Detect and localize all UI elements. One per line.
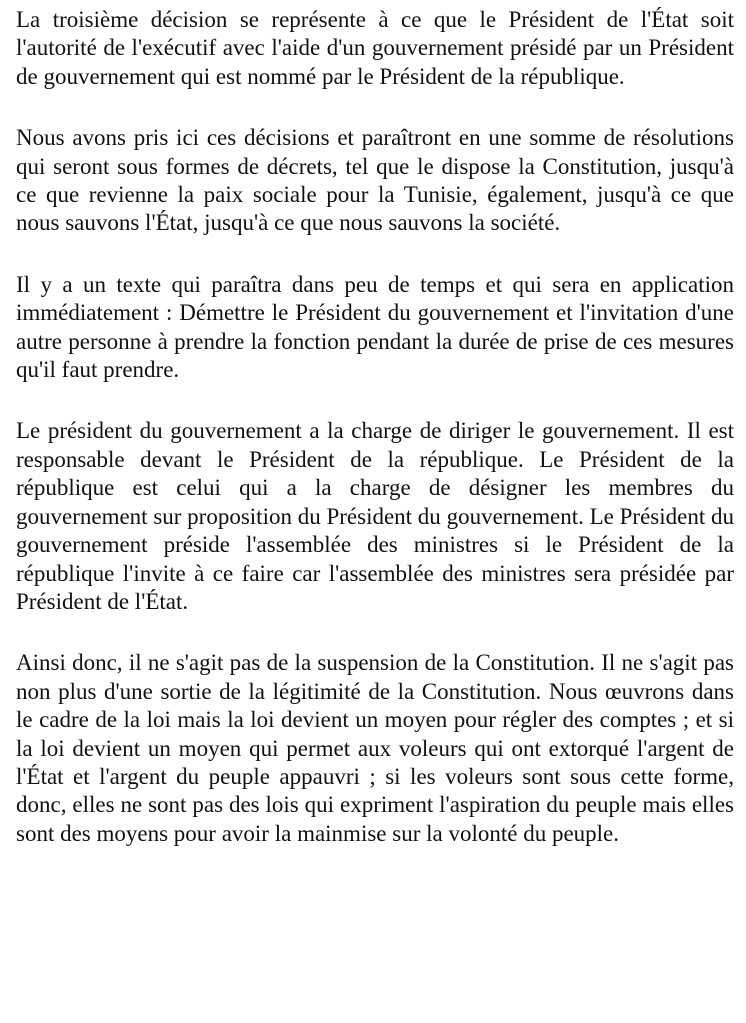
paragraph-1: La troisième décision se représente à ce que le Président de l'État soit l'autorité de l'exécutif avec l'aide d'un gouvernement présidé par un Président de gouvernement qui est nommé par le Président de la république. [16, 7, 734, 89]
paragraph-spacer [16, 91, 734, 124]
paragraph-3: Il y a un texte qui paraîtra dans peu de temps et qui sera en application immédiatement : Démettre le Président du gouvernement et l'invitation d'une autre personne à prendre la fonction pendant la durée de prise de ces mesures qu'il faut prendre. [16, 271, 734, 383]
paragraph-spacer [16, 384, 734, 417]
paragraph-spacer [16, 616, 734, 649]
paragraph-4: Le président du gouvernement a la charge de diriger le gouvernement. Il est responsable devant le Président de la république. Le Président de la république est celui qui a la charge de désigner les membres du gouvernement sur proposition du Président du gouvernement. Le Président du gouvernement préside l'assemblée des ministres si le Président de la république l'invite à ce faire car l'assemblée des ministres sera présidée par Président de l'État. [16, 418, 734, 614]
paragraph-2: Nous avons pris ici ces décisions et paraîtront en une somme de résolutions qui seront sous formes de décrets, tel que le dispose la Constitution, jusqu'à ce que revienne la paix sociale pour la Tunisie, également, jusqu'à ce que nous sauvons l'État, jusqu'à ce que nous sauvons la société. [16, 125, 734, 236]
paragraph-spacer [16, 238, 734, 271]
paragraph-5: Ainsi donc, il ne s'agit pas de la suspension de la Constitution. Il ne s'agit pas non plus d'une sortie de la légitimité de la Constitution. Nous œuvrons dans le cadre de la loi mais la loi devient un moyen pour régler des comptes ; et si la loi devient un moyen qui permet aux voleurs qui ont extorqué l'argent de l'État et l'argent du peuple appauvri ; si les voleurs sont sous cette forme, donc, elles ne sont pas des lois qui expriment l'aspiration du peuple mais elles sont des moyens pour avoir la mainmise sur la volonté du peuple. [16, 650, 734, 846]
